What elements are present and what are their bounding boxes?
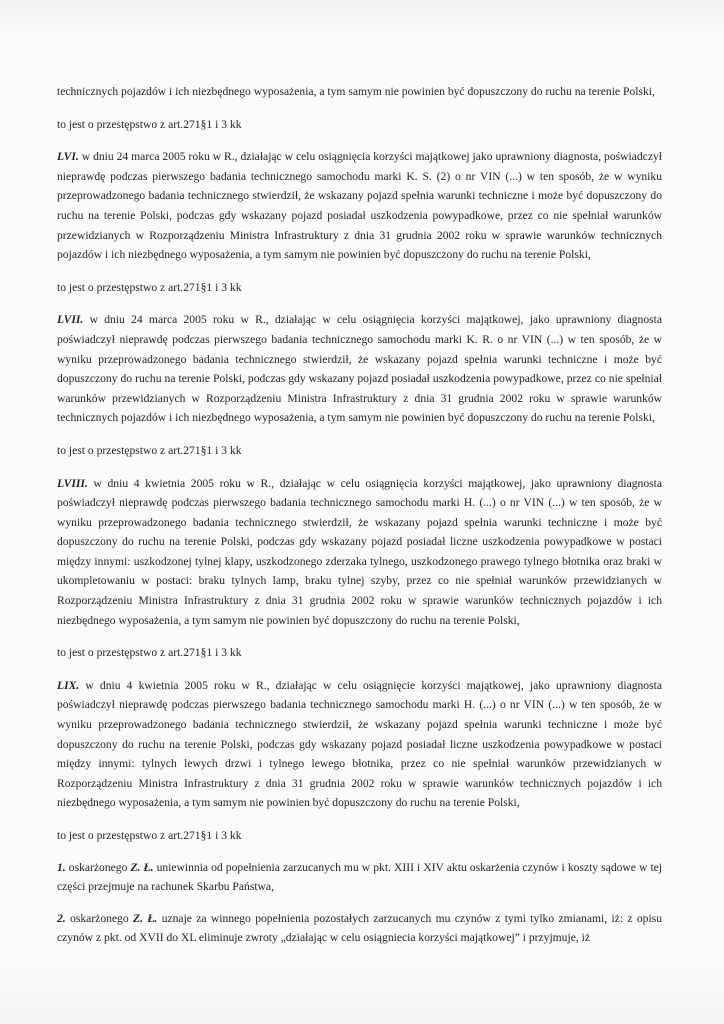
ruling-text: uniewinnia od popełnienia zarzucanych mu w pkt. XIII i XIV aktu oskarżenia czynów i koszty sądowe w tej części przejmuje na rachunek Skarbu Państwa, — [57, 860, 663, 894]
count-paragraph — [57, 147, 662, 265]
count-text: w dniu 4 kwietnia 2005 roku w R., działając w celu osiągnięcie korzyści majątkowej, jako uprawniony diagnosta poświadczył nieprawdę podczas pierwszego badania technicznego samochodu marki H. (...) o nr VIN (...) w ten sposób, że w wyniku przeprowadzonego badania technicznego stwierdził, że wskazany pojazd spełnia warunki techniczne i może być dopuszczony do ruchu na terenie Polski, podczas gdy wskazany pojazd posiadał liczne uszkodzenia powypadkowe w postaci między innymi: tylnych lewych drzwi i tylnego lewego błotnika, przez co nie spełniał warunków przewidzianych w Rozporządzeniu Ministra Infrastruktury z dnia 31 grudnia 2002 roku w sprawie warunków technicznych pojazdów i ich niezbędnego wyposażenia, a tym samym nie powinien być dopuszczony do ruchu na terenie Polski, — [57, 678, 662, 810]
count-text: w dniu 4 kwietnia 2005 roku w R., działając w celu osiągnięcia korzyści majątkowej, jako uprawniony diagnosta poświadczył nieprawdę podczas pierwszego badania technicznego samochodu marki H. (...) o nr VIN (...) w ten sposób, że w wyniku przeprowadzonego badania technicznego stwierdził, że wskazany pojazd spełnia warunki techniczne i może być dopuszczony do ruchu na terenie Polski, podczas gdy wskazany pojazd posiadał liczne uszkodzenia powypadkowe w postaci między innymi: uszkodzonej tylnej klapy, uszkodzonego zderzaka tylnego, uszkodzonego prawego tylnego błotnika oraz braki w ukompletowaniu w postaci: braku tylnych lamp, braku tylnej szyby, przez co nie spełniał warunków przewidzianych w Rozporządzeniu Ministra Infrastruktury z dnia 31 grudnia 2002 roku w sprawie warunków technicznych pojazdów i ich niezbędnego wyposażenia, a tym samym nie powinien być dopuszczony do ruchu na terenie Polski, — [57, 476, 662, 627]
ruling-paragraph — [57, 909, 662, 948]
count-paragraph — [57, 310, 662, 428]
count-text: w dniu 24 marca 2005 roku w R., działając w celu osiągnięcia korzyści majątkowej, jako uprawniony diagnosta poświadczył nieprawdę podczas pierwszego badania technicznego samochodu marki K. R. o nr VIN (...) w ten sposób, że w wyniku przeprowadzonego badania technicznego stwierdził, że wskazany pojazd spełnia warunki techniczne i może być dopuszczony do ruchu na terenie Polski, podczas gdy wskazany pojazd posiadał uszkodzenia powypadkowe, przez co nie spełniał warunków przewidzianych w Rozporządzeniu Ministra Infrastruktury z dnia 31 grudnia 2002 roku w sprawie warunków technicznych pojazdów i ich niezbędnego wyposażenia, a tym samym nie powinien być dopuszczony do ruchu na terenie Polski, — [57, 313, 662, 425]
crime-line: to jest o przestępstwo z art.271§1 i 3 kk — [57, 443, 242, 457]
count-text: w dniu 24 marca 2005 roku w R., działając w celu osiągnięcia korzyści majątkowej jako uprawniony diagnosta, poświadczył nieprawdę podczas pierwszego badania technicznego samochodu marki K. S. (2) o nr VIN (...) w ten sposób, że w wyniku przeprowadzonego badania technicznego stwierdził, że wskazany pojazd spełnia warunki techniczne i może być dopuszczony do ruchu na terenie Polski, podczas gdy wskazany pojazd posiadał uszkodzenia powypadkowe, przez co nie spełniał warunków przewidzianych w Rozporządzeniu Ministra Infrastruktury z dnia 31 grudnia 2002 roku w sprawie warunków technicznych pojazdów i ich niezbędnego wyposażenia, a tym samym nie powinien być dopuszczony do ruchu na terenie Polski, — [57, 150, 662, 262]
scan-top-shadow — [0, 0, 724, 34]
intro-paragraph: technicznych pojazdów i ich niezbędnego wyposażenia, a tym samym nie powinien być dopuszczony do ruchu na terenie Polski, — [57, 85, 655, 98]
count-paragraph — [57, 474, 662, 631]
ruling-number: 1. — [57, 860, 66, 874]
ruling-text: uznaje za winnego popełnienia pozostałych zarzucanych mu czynów z tymi tylko zmianami, iż: z opisu czynów z pkt. od XVII do XL eliminuje zwroty „działając w celu osiągniecia korzyści majątkowej” i przyjmuje, iż — [57, 911, 663, 945]
scan-bottom-shadow — [0, 964, 724, 1024]
crime-line: to jest o przestępstwo z art.271§1 i 3 kk — [57, 829, 242, 842]
defendant-name: Z. Ł. — [130, 860, 154, 874]
ruling-number: 2. — [57, 911, 66, 925]
crime-line: to jest o przestępstwo z art.271§1 i 3 kk — [57, 280, 242, 294]
ruling-lead: oskarżonego — [70, 911, 129, 925]
count-number: LVIII. — [57, 476, 88, 490]
crime-line: to jest o przestępstwo z art.271§1 i 3 kk — [57, 646, 242, 660]
count-paragraph — [57, 676, 662, 813]
defendant-name: Z. Ł. — [133, 911, 158, 925]
count-number: LVII. — [57, 313, 84, 327]
ruling-lead: oskarżonego — [68, 860, 128, 874]
count-number: LIX. — [57, 678, 80, 692]
ruling-paragraph — [57, 858, 662, 897]
crime-line: to jest o przestępstwo z art.271§1 i 3 kk — [57, 117, 242, 131]
count-number: LVI. — [57, 150, 79, 164]
